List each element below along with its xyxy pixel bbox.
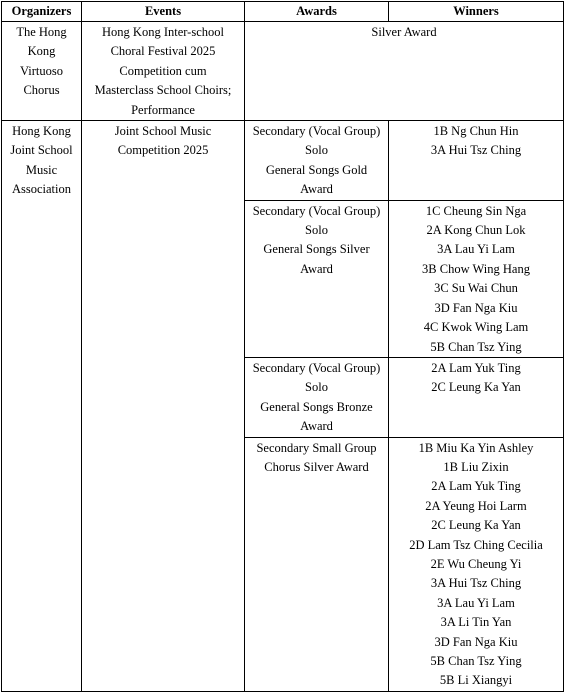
award-line: Solo bbox=[305, 380, 328, 395]
organizer-line: Virtuoso bbox=[20, 63, 63, 78]
winner-name: 3A Lau Yi Lam bbox=[437, 595, 515, 610]
award-line: Chorus Silver Award bbox=[264, 459, 369, 474]
winner-name: 3D Fan Nga Kiu bbox=[434, 634, 518, 649]
winner-name: 1C Cheung Sin Nga bbox=[425, 203, 527, 218]
award-line: General Songs Gold bbox=[265, 162, 368, 177]
award-cell-merged bbox=[245, 22, 564, 121]
award-line: General Songs Bronze bbox=[260, 399, 373, 414]
event-line: Hong Kong Inter-school bbox=[102, 25, 224, 39]
event-line: Competition cum bbox=[119, 63, 207, 78]
winner-name: 3B Chow Wing Hang bbox=[422, 261, 530, 276]
winner-name: 3A Hui Tsz Ching bbox=[430, 576, 522, 591]
organizer-line: Music bbox=[25, 162, 58, 177]
event-line: Masterclass School Choirs; bbox=[94, 83, 232, 98]
award-line: Silver Award bbox=[371, 25, 437, 39]
header-row bbox=[2, 2, 564, 22]
event-line: Joint School Music bbox=[114, 124, 212, 139]
winner-name: 2A Yeung Hoi Larm bbox=[425, 498, 527, 513]
winner-name: 2C Leung Ka Yan bbox=[431, 380, 521, 395]
award-line: General Songs Silver bbox=[263, 242, 370, 257]
winner-name: 2D Lam Tsz Ching Cecilia bbox=[409, 537, 543, 552]
winners-cell bbox=[389, 437, 564, 691]
winner-name: 1B Liu Zixin bbox=[443, 459, 509, 474]
table-row bbox=[2, 121, 564, 201]
winner-name: 3D Fan Nga Kiu bbox=[434, 300, 518, 315]
organizer-line: Hong Kong bbox=[12, 124, 71, 139]
award-cell bbox=[245, 357, 389, 437]
header-winners: Winners bbox=[389, 2, 564, 22]
organizer-line: Joint School bbox=[10, 143, 73, 158]
organizer-line: Chorus bbox=[23, 83, 60, 98]
winner-name: 2A Kong Chun Lok bbox=[426, 223, 526, 238]
award-line: Award bbox=[300, 182, 333, 197]
winner-name: 5B Chan Tsz Ying bbox=[430, 339, 522, 354]
event-line: Competition 2025 bbox=[117, 143, 209, 158]
winner-name: 2E Wu Cheung Yi bbox=[430, 556, 522, 571]
winner-name: 2C Leung Ka Yan bbox=[431, 518, 521, 533]
awards-table bbox=[1, 1, 564, 692]
event-line: Performance bbox=[131, 102, 195, 117]
organizer-line: Association bbox=[11, 182, 72, 197]
award-line: Solo bbox=[305, 143, 328, 158]
winners-cell bbox=[389, 357, 564, 437]
winner-name: 3A Li Tin Yan bbox=[440, 615, 512, 630]
winner-name: 4C Kwok Wing Lam bbox=[423, 320, 529, 335]
award-line: Award bbox=[300, 261, 333, 276]
award-line: Secondary (Vocal Group) bbox=[252, 203, 381, 218]
award-line: Secondary (Vocal Group) bbox=[252, 124, 381, 139]
winner-name: 3A Lau Yi Lam bbox=[437, 242, 515, 257]
award-line: Solo bbox=[305, 223, 328, 238]
organizer-line: Kong bbox=[27, 44, 56, 59]
event-cell bbox=[82, 22, 245, 121]
winner-name: 2A Lam Yuk Ting bbox=[431, 479, 521, 494]
winner-name: 5B Li Xiangyi bbox=[439, 673, 513, 688]
header-organizers: Organizers bbox=[2, 2, 82, 22]
header-events: Events bbox=[82, 2, 245, 22]
table-row bbox=[2, 22, 564, 121]
award-line: Secondary (Vocal Group) bbox=[252, 360, 381, 375]
winner-name: 1B Miu Ka Yin Ashley bbox=[418, 440, 534, 455]
winner-name: 2A Lam Yuk Ting bbox=[431, 360, 521, 375]
winner-name: 3C Su Wai Chun bbox=[434, 281, 518, 296]
header-awards: Awards bbox=[245, 2, 389, 22]
organizer-cell bbox=[2, 121, 82, 692]
organizer-cell bbox=[2, 22, 82, 121]
award-cell bbox=[245, 121, 389, 201]
award-line: Award bbox=[300, 419, 333, 434]
winner-name: 1B Ng Chun Hin bbox=[433, 124, 519, 139]
organizer-line: The Hong bbox=[16, 25, 67, 39]
winner-name: 5B Chan Tsz Ying bbox=[430, 654, 522, 668]
event-line: Choral Festival 2025 bbox=[110, 44, 216, 59]
award-cell bbox=[245, 200, 389, 357]
event-cell bbox=[82, 121, 245, 692]
award-cell bbox=[245, 437, 389, 691]
winners-cell bbox=[389, 121, 564, 201]
winners-cell bbox=[389, 200, 564, 357]
winner-name: 3A Hui Tsz Ching bbox=[430, 143, 522, 158]
award-line: Secondary Small Group bbox=[256, 440, 377, 455]
